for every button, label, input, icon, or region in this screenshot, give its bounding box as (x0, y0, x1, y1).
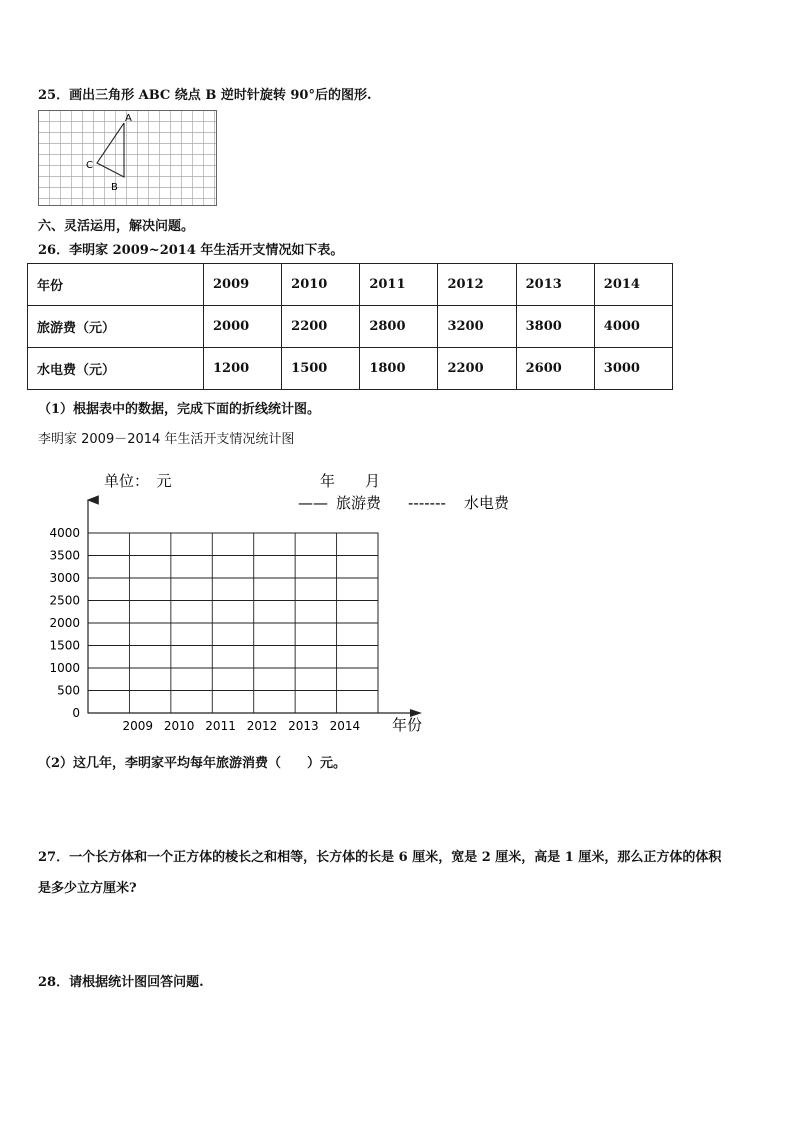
grid-lines (38, 110, 217, 206)
point-b-label: B (111, 182, 118, 193)
y-tick-label: 0 (72, 706, 80, 720)
q27-line1: 27．一个长方体和一个正方体的棱长之和相等，长方体的长是 6 厘米，宽是 2 厘米，高是 1 厘米，那么正方体的体积 (38, 850, 722, 865)
triangle-abc (97, 123, 124, 177)
legend-utilities-label: 水电费 (464, 494, 510, 512)
section-heading: 六、灵活运用，解决问题。 (38, 219, 195, 234)
x-tick-label: 2011 (205, 719, 236, 733)
y-tick-label: 4000 (49, 526, 80, 540)
x-tick-label: 2014 (329, 719, 361, 733)
x-tick-label: 2013 (288, 719, 319, 733)
table-row-label: 水电费（元） (28, 348, 204, 390)
table-year-cell: 2012 (438, 264, 516, 306)
x-tick-label: 2010 (163, 719, 195, 733)
q27-line2: 是多少立方厘米? (38, 881, 137, 896)
x-tick-label: 2009 (122, 719, 153, 733)
table-row-utilities (28, 348, 673, 390)
chart-unit-label: 单位： 元 (104, 472, 172, 490)
table-cell: 3000 (594, 348, 672, 390)
chart-grid (88, 533, 378, 713)
y-tick-label: 2000 (49, 616, 80, 630)
table-cell: 3800 (516, 306, 594, 348)
table-cell: 2600 (516, 348, 594, 390)
table-cell: 2000 (204, 306, 282, 348)
legend-solid-symbol: —— (298, 494, 328, 512)
y-tick-label: 2500 (49, 593, 80, 608)
q28-text: 28．请根据统计图回答问题. (38, 975, 204, 990)
legend-dashed-symbol: ------- (408, 494, 446, 512)
x-axis-label: 年份 (392, 716, 423, 734)
table-cell: 2200 (282, 306, 360, 348)
table-year-cell: 2013 (516, 264, 594, 306)
chart-title: 李明家 2009－2014 年生活开支情况统计图 (38, 432, 295, 447)
spending-table (27, 263, 673, 390)
table-row-travel (28, 306, 673, 348)
table-header-label: 年份 (28, 264, 204, 306)
q25-grid-figure (38, 110, 218, 206)
table-cell: 3200 (438, 306, 516, 348)
point-c-label: C (86, 160, 93, 171)
table-year-cell: 2009 (204, 264, 282, 306)
table-cell: 4000 (594, 306, 672, 348)
table-cell: 1200 (204, 348, 282, 390)
grid-border (39, 111, 217, 206)
y-tick-label: 3500 (49, 548, 80, 563)
q26-sub1: （1）根据表中的数据，完成下面的折线统计图。 (38, 402, 321, 417)
table-cell: 2200 (438, 348, 516, 390)
q25-text: 25．画出三角形 ABC 绕点 B 逆时针旋转 90°后的图形. (38, 88, 372, 103)
table-cell: 2800 (360, 306, 438, 348)
line-chart (0, 460, 560, 745)
q26-text: 26．李明家 2009~2014 年生活开支情况如下表。 (38, 243, 344, 258)
table-header-row (28, 264, 673, 306)
y-tick-label: 500 (57, 683, 80, 698)
table-year-cell: 2014 (594, 264, 672, 306)
y-tick-labels (49, 526, 80, 720)
x-tick-label: 2012 (246, 719, 278, 733)
point-a-label: A (125, 113, 132, 124)
chart-date-label: 年 月 (320, 472, 381, 490)
x-tick-labels (122, 719, 360, 733)
table-year-cell: 2011 (360, 264, 438, 306)
table-year-cell: 2010 (282, 264, 360, 306)
y-tick-label: 3000 (49, 571, 80, 585)
legend-travel-label: 旅游费 (336, 494, 382, 512)
q26-sub2: （2）这几年，李明家平均每年旅游消费（ ）元。 (38, 756, 347, 771)
y-tick-label: 1000 (49, 661, 80, 675)
table-cell: 1800 (360, 348, 438, 390)
y-tick-label: 1500 (49, 638, 80, 653)
table-row-label: 旅游费（元） (28, 306, 204, 348)
table-cell: 1500 (282, 348, 360, 390)
